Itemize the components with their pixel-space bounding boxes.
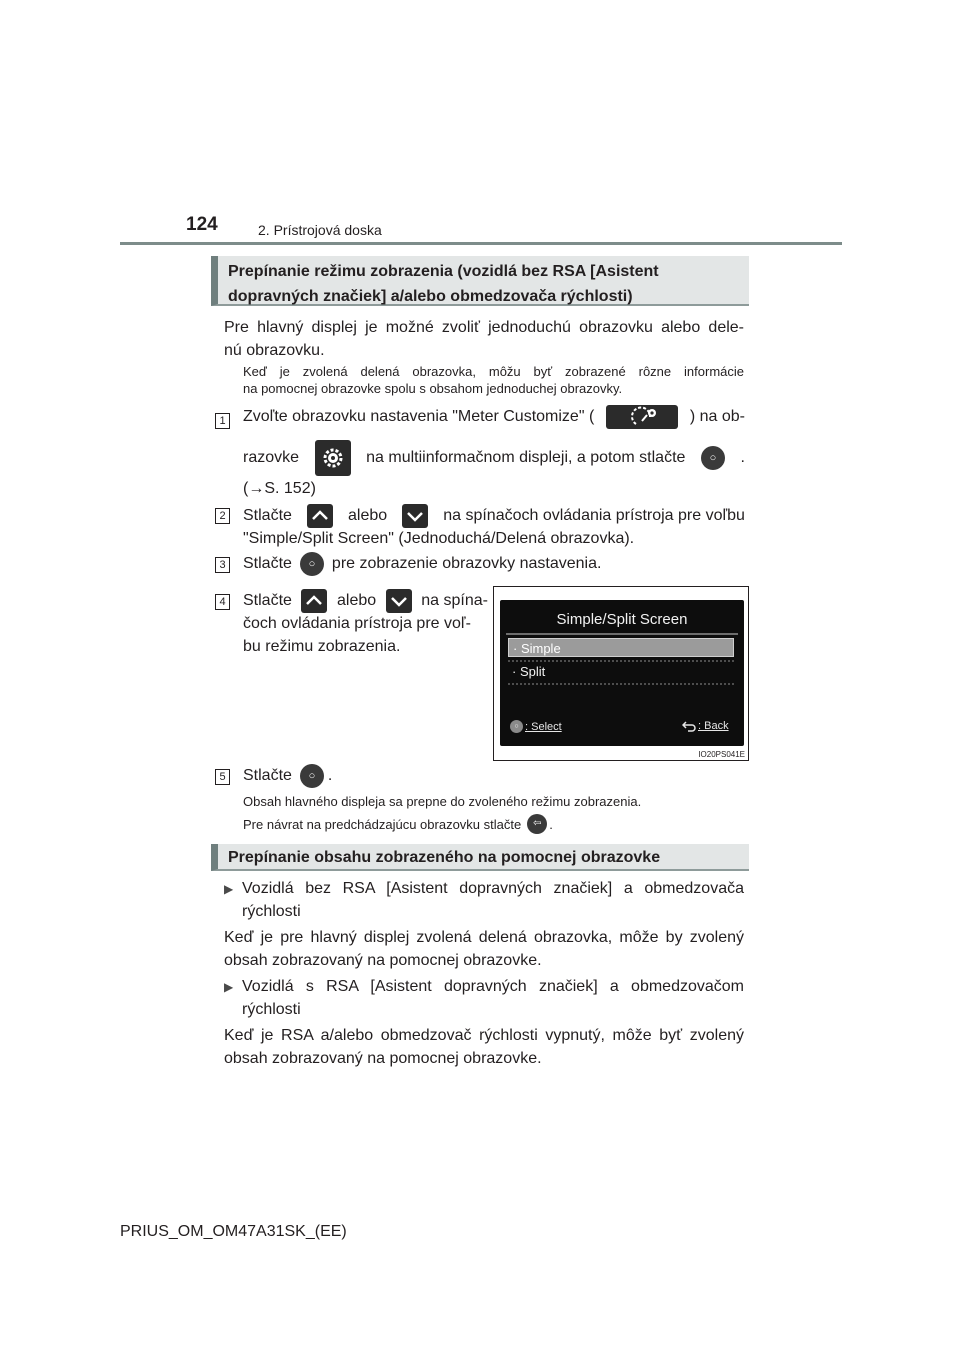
step-3-line: [243, 552, 601, 576]
bullet-item: [224, 877, 744, 901]
multi-information-display: [500, 600, 744, 746]
step-text: razovke: [243, 449, 300, 466]
step-text: Stlačte: [243, 592, 292, 609]
ok-button-icon: ○: [300, 764, 324, 788]
option-simple-selected: · Simple: [508, 638, 734, 657]
header-rule: [120, 242, 842, 245]
step-4-line-3: bu režimu zobrazenia.: [243, 638, 401, 655]
bullet-arrow-icon: ▶: [224, 882, 234, 896]
select-label: : Select: [525, 720, 562, 733]
dotted-separator: [508, 660, 734, 662]
dotted-separator: [508, 683, 734, 685]
step-5-line: [243, 764, 332, 788]
gear-icon: [315, 440, 351, 476]
back-label: : Back: [698, 720, 729, 732]
chapter-title: 2. Prístrojová doska: [258, 222, 382, 238]
note-line: na pomocnej obrazovke spolu s obsahom jednoduchej obrazovky.: [243, 381, 623, 396]
step-number-5: 5: [215, 769, 230, 785]
note-text: Pre návrat na predchádzajúcu obrazovku stlačte: [243, 816, 522, 832]
settings-gear-icon: [315, 440, 351, 476]
section-heading-display-mode: [211, 256, 749, 306]
down-arrow-icon: [402, 504, 428, 528]
step-number-2: 2: [215, 508, 230, 524]
back-hint: [682, 720, 729, 732]
step-text: Stlačte: [243, 555, 292, 572]
step-text: alebo: [347, 507, 388, 524]
down-arrow-icon: [386, 589, 412, 613]
ok-button-icon: ○: [300, 552, 324, 576]
step-1-line-2: [243, 440, 745, 476]
bullet-item-end: rýchlosti: [242, 1001, 301, 1018]
intro-line: Pre hlavný displej je možné zvoliť jednoduchú obrazovku alebo dele-: [224, 319, 744, 336]
step-number-4: 4: [215, 594, 230, 610]
note-text: .: [549, 816, 553, 832]
step-4-line-2: čoch ovládania prístroja pre voľ-: [243, 615, 471, 632]
page-number: 124: [186, 214, 218, 235]
step-text: pre zobrazenie obrazovky nastavenia.: [331, 555, 602, 572]
up-arrow-icon: [301, 589, 327, 613]
page-reference: (→S. 152): [243, 480, 316, 497]
intro-paragraph-end: nú obrazovku.: [224, 342, 325, 359]
step-number-1: 1: [215, 413, 230, 429]
step-text: .: [740, 449, 745, 466]
step-2-line-2: "Simple/Split Screen" (Jednoduchá/Delená obrazovka).: [243, 530, 635, 547]
heading-line: dopravných značiek] a/alebo obmedzovača rýchlosti): [228, 288, 633, 305]
step-1-line-1: [243, 405, 745, 429]
step-5-note-2: [243, 814, 553, 834]
step-2-line-1: [243, 503, 745, 529]
step-text: na multiinformačnom displeji, a potom stlačte: [366, 449, 686, 466]
screen-title: Simple/Split Screen: [556, 611, 688, 628]
step-number-3: 3: [215, 557, 230, 573]
bullet-text: Vozidlá bez RSA [Asistent dopravných značiek] a obmedzovača: [242, 880, 744, 897]
bullet-text: Vozidlá s RSA [Asistent dopravných značiek] a obmedzovačom: [242, 978, 744, 995]
meter-customize-icon: [606, 405, 678, 429]
document-code: PRIUS_OM_OM47A31SK_(EE): [120, 1223, 347, 1240]
display-illustration: [493, 586, 749, 761]
step-4-line-1: [243, 588, 488, 614]
option-split: · Split: [512, 664, 546, 679]
step-text: Stlačte: [243, 767, 292, 784]
gauge-gear-icon: [606, 405, 678, 429]
step-text: Stlačte: [243, 507, 292, 524]
back-button-icon: ⇦: [527, 814, 547, 834]
bullet-item-end: rýchlosti: [242, 903, 301, 920]
step-text: na spína-: [421, 592, 488, 609]
intro-paragraph: [224, 316, 744, 340]
screen-divider: [506, 633, 738, 635]
step-text: Zvoľte obrazovku nastavenia "Meter Customize" (: [243, 408, 595, 425]
step-text: .: [327, 767, 333, 784]
paragraph-line: Keď je pre hlavný displej zvolená delená obrazovka, môže by zvolený: [224, 929, 744, 946]
step-text: alebo: [337, 592, 377, 609]
ok-button-icon: ○: [701, 446, 725, 470]
paragraph-line: obsah zobrazovaný na pomocnej obrazovke.: [224, 1050, 542, 1067]
bullet-arrow-icon: ▶: [224, 980, 234, 994]
up-arrow-icon: [307, 504, 333, 528]
heading-line: Prepínanie režimu zobrazenia (vozidlá bez RSA [Asistent: [228, 263, 659, 280]
back-arrow-icon: [682, 720, 696, 732]
step-text: na spínačoch ovládania prístroja pre voľbu: [443, 507, 745, 524]
paragraph-line: obsah zobrazovaný na pomocnej obrazovke.: [224, 952, 542, 969]
figure-code: IO20PS041E: [698, 750, 745, 759]
paragraph-line: Keď je RSA a/alebo obmedzovač rýchlosti vypnutý, môže byť zvolený: [224, 1027, 744, 1044]
select-hint: [510, 720, 562, 733]
ok-button-icon: ○: [510, 720, 523, 733]
bullet-item: [224, 975, 744, 999]
note-line: Keď je zvolená delená obrazovka, môžu byť zobrazené rôzne informácie: [243, 364, 744, 379]
step-text: ) na ob-: [689, 408, 745, 425]
section-heading-sub-screen: Prepínanie obsahu zobrazeného na pomocnej obrazovke: [211, 844, 749, 871]
step-5-note-1: Obsah hlavného displeja sa prepne do zvoleného režimu zobrazenia.: [243, 794, 642, 809]
